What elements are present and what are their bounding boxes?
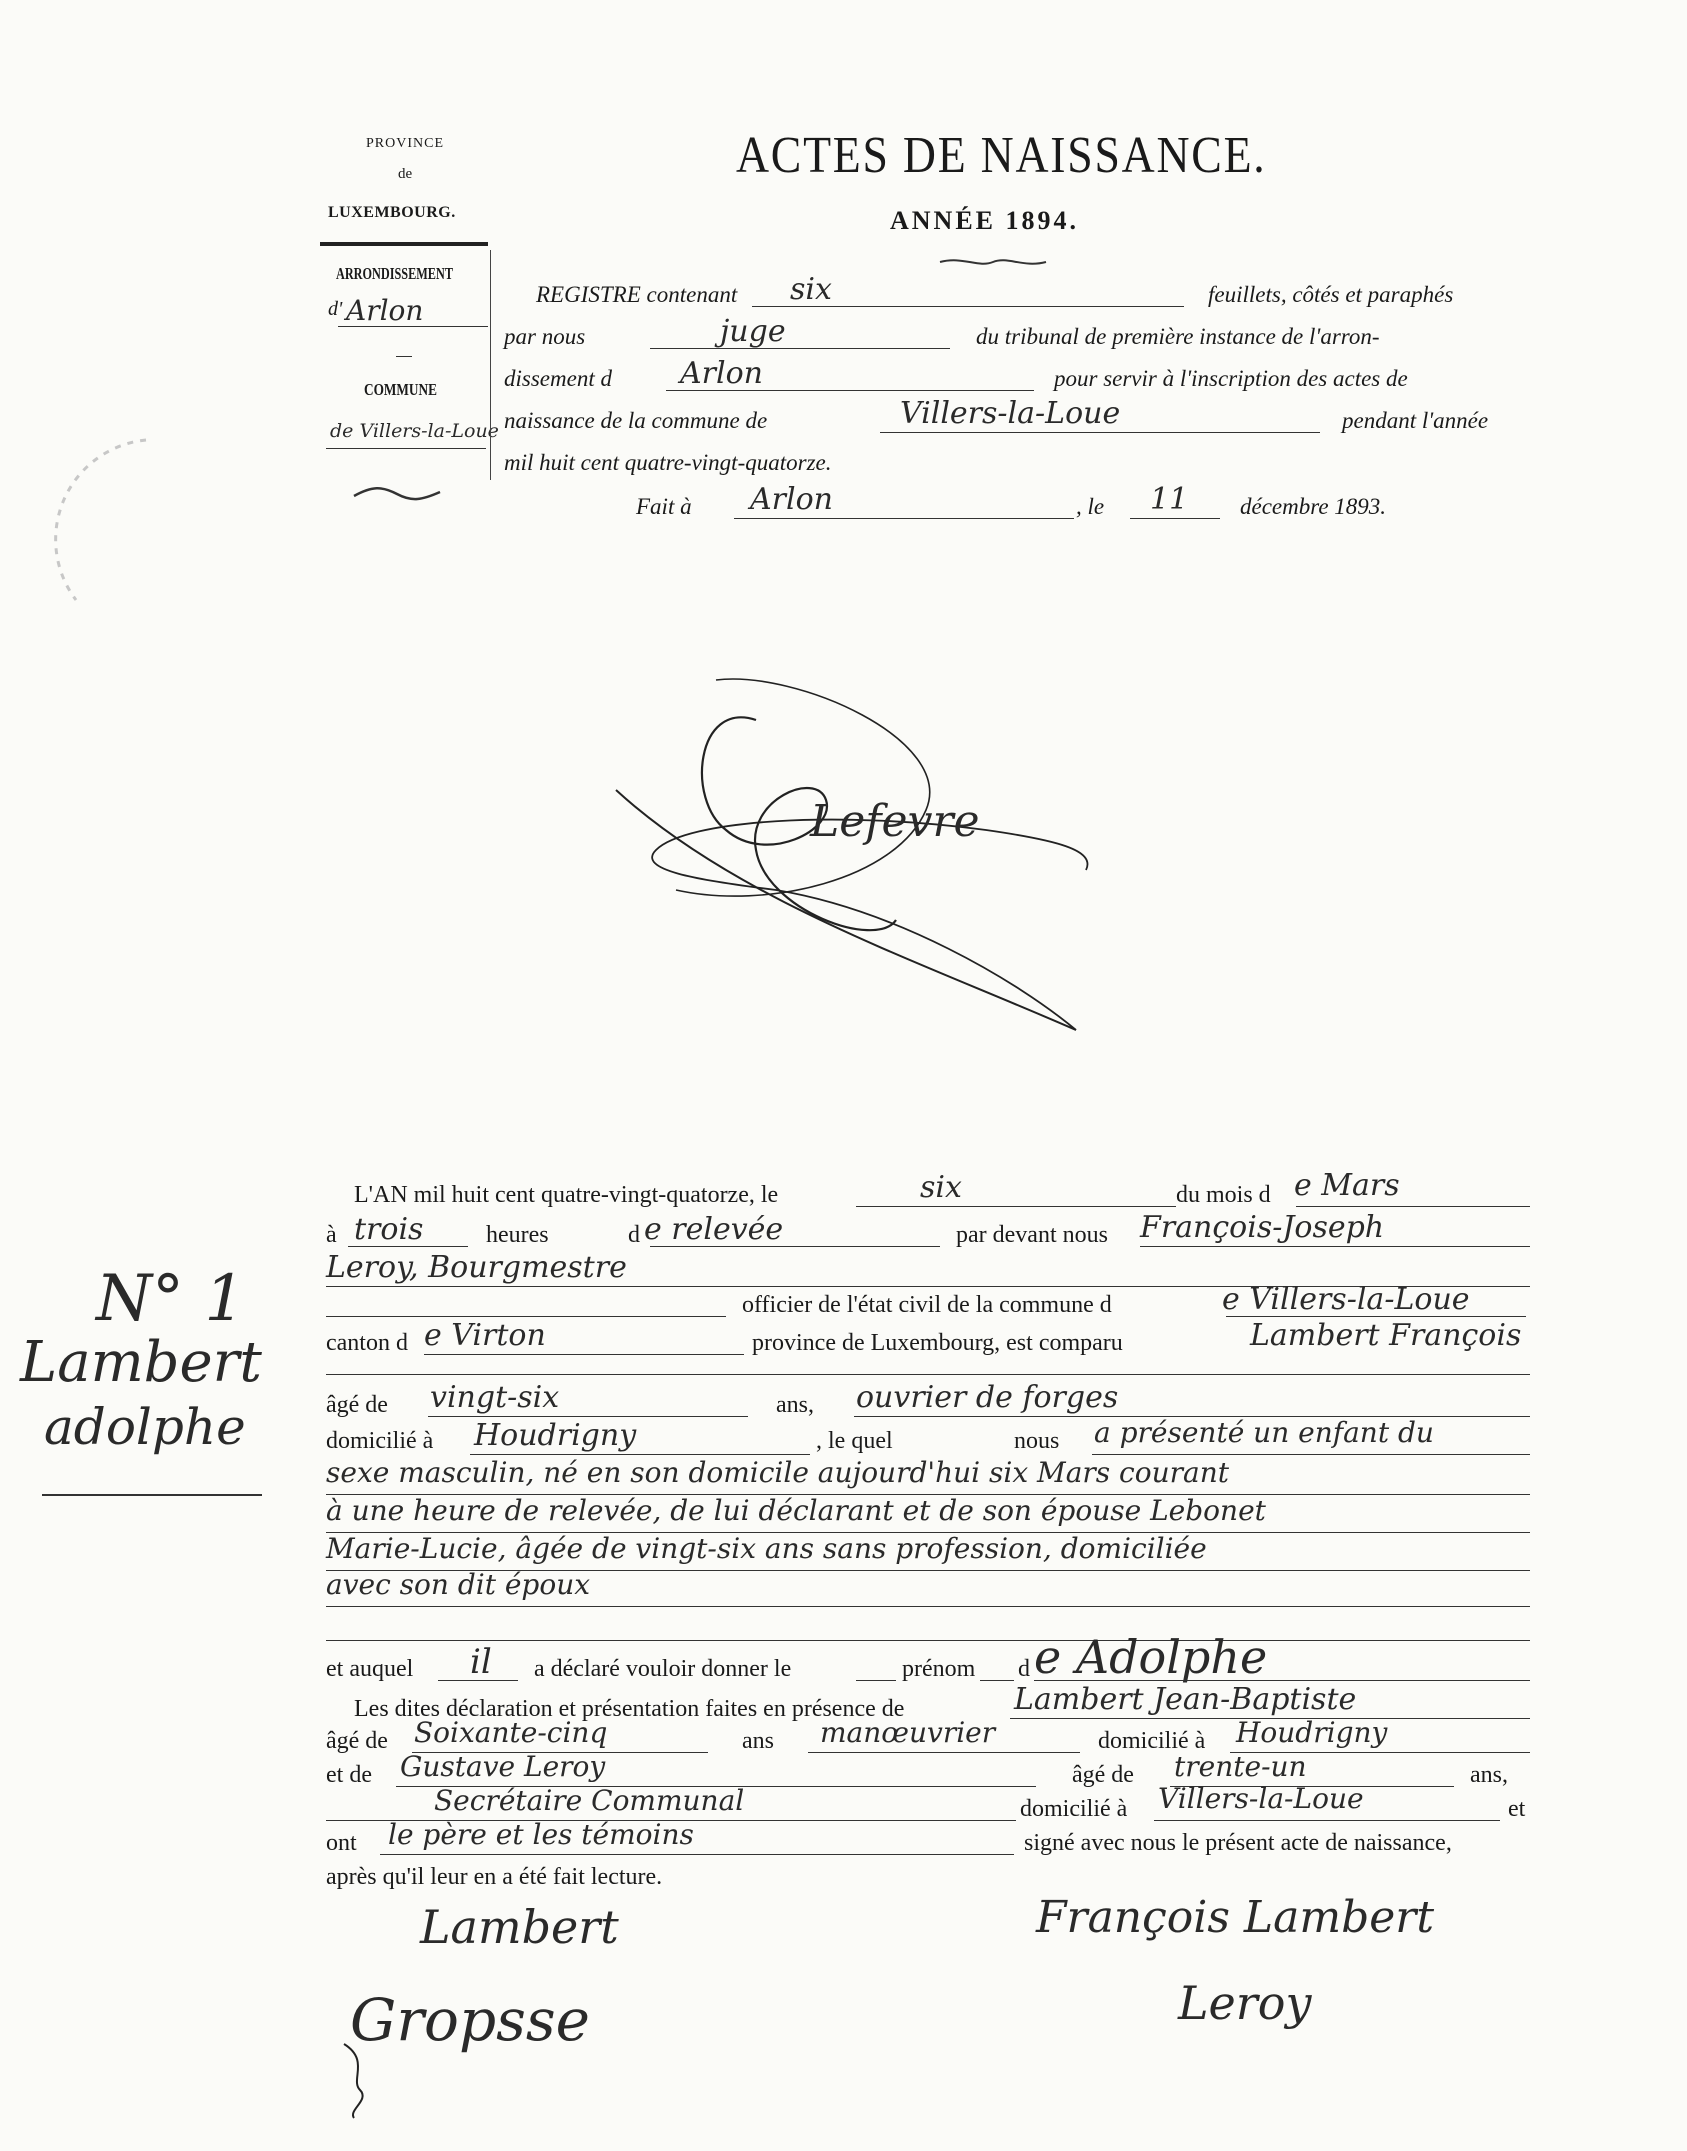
acte-line7-nous: nous (1014, 1428, 1060, 1454)
registre-line3-start: dissement d (504, 366, 612, 391)
witness1-name: Lambert Jean-Baptiste (1014, 1682, 1357, 1717)
acte-line12-dash2 (980, 1680, 1014, 1681)
acte-handwritten-2: sexe masculin, né en son domicile aujourd'hui six Mars courant (326, 1456, 1229, 1489)
acte-line6-blank (326, 1374, 1530, 1375)
acte-domicile-rule (470, 1454, 810, 1455)
commune-sidebar-value: de Villers-la-Loue (330, 420, 499, 442)
province-label: PROVINCE (366, 136, 445, 151)
acte-line12-auquel: et auquel (326, 1656, 414, 1682)
acte-day-rule (856, 1206, 1176, 1207)
registre-commune-value: Villers-la-Loue (900, 396, 1121, 431)
acte-handwritten-5: avec son dit époux (326, 1568, 591, 1601)
acte-ont: ont (326, 1830, 357, 1856)
acte-month: e Mars (1294, 1168, 1400, 1203)
acte-line12-dash (856, 1680, 896, 1681)
acte-commune-rule (1226, 1316, 1526, 1317)
acte-canton-rule (424, 1354, 744, 1355)
title-flourish (938, 254, 1048, 270)
acte-line7-lequel: , le quel (816, 1428, 893, 1454)
signature-leroy: Leroy (1178, 1976, 1312, 2030)
witness2-ans: ans, (1470, 1762, 1508, 1788)
acte-blank-rule (326, 1640, 1530, 1641)
acte-signers: le père et les témoins (388, 1818, 694, 1851)
acte-pronoun: il (470, 1642, 492, 1682)
registre-line2-end: du tribunal de première instance de l'arron- (976, 324, 1380, 349)
acte-line1-mois: du mois d (1176, 1182, 1271, 1208)
acte-declarant: Lambert François (1250, 1318, 1522, 1353)
acte-prenom: e Adolphe (1034, 1630, 1268, 1684)
witness2-domicile-label: domicilié à (1020, 1796, 1128, 1822)
witness2-dom-rule (1154, 1820, 1500, 1821)
feuillets-value: six (790, 272, 832, 307)
acte-prenom-rule (1034, 1680, 1530, 1681)
acte-lecture: après qu'il leur en a été fait lecture. (326, 1864, 663, 1890)
acte-pronoun-rule (438, 1680, 518, 1681)
fait-a-value: Arlon (750, 482, 833, 517)
registre-line1-end: feuillets, côtés et paraphés (1208, 282, 1454, 307)
juge-rule (650, 348, 950, 349)
acte-hour: trois (354, 1212, 424, 1247)
year-heading: ANNÉE 1894. (890, 206, 1080, 235)
acte-line1-start: L'AN mil huit cent quatre-vingt-quatorze, le (354, 1182, 779, 1208)
acte-line12-declare: a déclaré vouloir donner le (534, 1656, 792, 1682)
acte-h1-rule (1092, 1454, 1530, 1455)
fait-a-label: Fait à (636, 494, 692, 519)
acte-period: e relevée (644, 1212, 784, 1247)
witness2-age: trente-un (1174, 1750, 1307, 1783)
acte-handwritten-4: Marie-Lucie, âgée de vingt-six ans sans profession, domiciliée (326, 1532, 1207, 1565)
signature-lambert: Lambert (420, 1900, 619, 1954)
judge-signature-text: Lefevre (810, 796, 980, 847)
acte-day: six (920, 1170, 962, 1205)
acte-signers-rule (380, 1854, 1014, 1855)
witness2-profession: Secrétaire Communal (434, 1784, 745, 1817)
witness1-age: Soixante-cinq (414, 1716, 608, 1749)
fait-date-end: décembre 1893. (1240, 494, 1387, 519)
signature-francois-lambert: François Lambert (1036, 1892, 1434, 1943)
acte-commune: e Villers-la-Loue (1222, 1282, 1470, 1317)
sidebar-arr-rule (338, 326, 488, 327)
acte-line5-province: province de Luxembourg, est comparu (752, 1330, 1123, 1356)
acte-line7-domicile: domicilié à (326, 1428, 434, 1454)
page-title: ACTES DE NAISSANCE. (736, 127, 1267, 184)
acte-line2-devant: par devant nous (956, 1222, 1108, 1248)
province-name: LUXEMBOURG. (328, 204, 456, 221)
acte-line12-d: d (1018, 1656, 1030, 1682)
witness1-prof-rule (808, 1752, 1080, 1753)
signature-gropsse-tail (340, 2040, 380, 2120)
fait-date-value: 11 (1150, 482, 1189, 517)
juge-value: juge (720, 314, 786, 349)
witness2-domicile: Villers-la-Loue (1158, 1782, 1364, 1815)
registre-line1-start: REGISTRE contenant (536, 282, 738, 307)
witness1-ans: ans (742, 1728, 774, 1754)
acte-handwritten-3: à une heure de relevée, de lui déclarant et de son épouse Lebonet (326, 1494, 1266, 1527)
acte-line5-canton: canton d (326, 1330, 408, 1356)
acte-age: vingt-six (430, 1380, 560, 1415)
acte-profession: ouvrier de forges (856, 1380, 1119, 1415)
acte-officer-title: Leroy, Bourgmestre (326, 1250, 627, 1285)
acte-line6-age: âgé de (326, 1392, 388, 1418)
fait-a-rule (734, 518, 1074, 519)
arrondissement-prefix: d' (328, 298, 343, 320)
acte-officer-rule (1140, 1246, 1530, 1247)
acte-canton: e Virton (424, 1318, 546, 1353)
sidebar-commune-rule (326, 448, 486, 449)
sidebar-flourish (352, 484, 442, 504)
witness1-domicile: Houdrigny (1236, 1716, 1388, 1749)
margin-number: N° 1 (96, 1262, 246, 1336)
sidebar-vertical-rule (490, 250, 491, 480)
judge-paraphe (596, 680, 1116, 1040)
commune-label: COMMUNE (364, 380, 437, 399)
acte-period-rule (650, 1246, 940, 1247)
witness2-et: et (1508, 1796, 1526, 1822)
acte-line6-ans: ans, (776, 1392, 814, 1418)
acte-hour-rule (348, 1246, 468, 1247)
witness1-age-label: âgé de (326, 1728, 388, 1754)
acte-line4-blank (326, 1316, 726, 1317)
acte-officer: François-Joseph (1140, 1210, 1385, 1245)
margin-rule (42, 1494, 262, 1496)
registre-commune-rule (880, 432, 1320, 433)
signature-gropsse: Gropsse (350, 1986, 590, 2054)
acte-line2-d: d (628, 1222, 640, 1248)
acte-signe-avec-nous: signé avec nous le présent acte de naissance, (1024, 1830, 1452, 1856)
registre-line2-start: par nous (504, 324, 586, 349)
acte-month-rule (1296, 1206, 1530, 1207)
witness2-age-label: âgé de (1072, 1762, 1134, 1788)
acte-line2-heures: heures (486, 1222, 549, 1248)
registre-line3-end: pour servir à l'inscription des actes de (1054, 366, 1408, 391)
sidebar-thick-rule (320, 242, 488, 246)
fait-date-rule (1130, 518, 1220, 519)
feuillets-rule (752, 306, 1184, 307)
acte-h5-rule (326, 1606, 1530, 1607)
margin-name-1: Lambert (20, 1330, 262, 1395)
margin-name-2: adolphe (44, 1398, 246, 1456)
faded-stamp (36, 430, 156, 610)
witness1-profession: manœuvrier (820, 1716, 996, 1749)
registre-line4-start: naissance de la commune de (504, 408, 768, 433)
sidebar-short-dash (396, 356, 412, 357)
acte-line12-prenom-label: prénom (902, 1656, 976, 1682)
registre-line4-end: pendant l'année (1342, 408, 1489, 433)
acte-domicile: Houdrigny (474, 1418, 637, 1453)
province-de: de (398, 166, 413, 182)
acte-line4-officier: officier de l'état civil de la commune d (742, 1292, 1112, 1318)
arrondissement-value: Arlon (346, 294, 424, 327)
witness2-name: Gustave Leroy (400, 1750, 606, 1783)
acte-line2-a: à (326, 1222, 337, 1248)
arr-value: Arlon (680, 356, 763, 391)
registre-line5: mil huit cent quatre-vingt-quatorze. (504, 450, 832, 475)
acte-age-rule (428, 1416, 748, 1417)
witness2-et-de: et de (326, 1762, 372, 1788)
acte-witness-intro: Les dites déclaration et présentation faites en présence de (354, 1696, 905, 1722)
witness1-domicile-label: domicilié à (1098, 1728, 1206, 1754)
acte-handwritten-1: a présenté un enfant du (1094, 1416, 1434, 1449)
fait-le-label: , le (1076, 494, 1105, 519)
arr-rule (666, 390, 1034, 391)
arrondissement-label: ARRONDISSEMENT (336, 264, 453, 283)
